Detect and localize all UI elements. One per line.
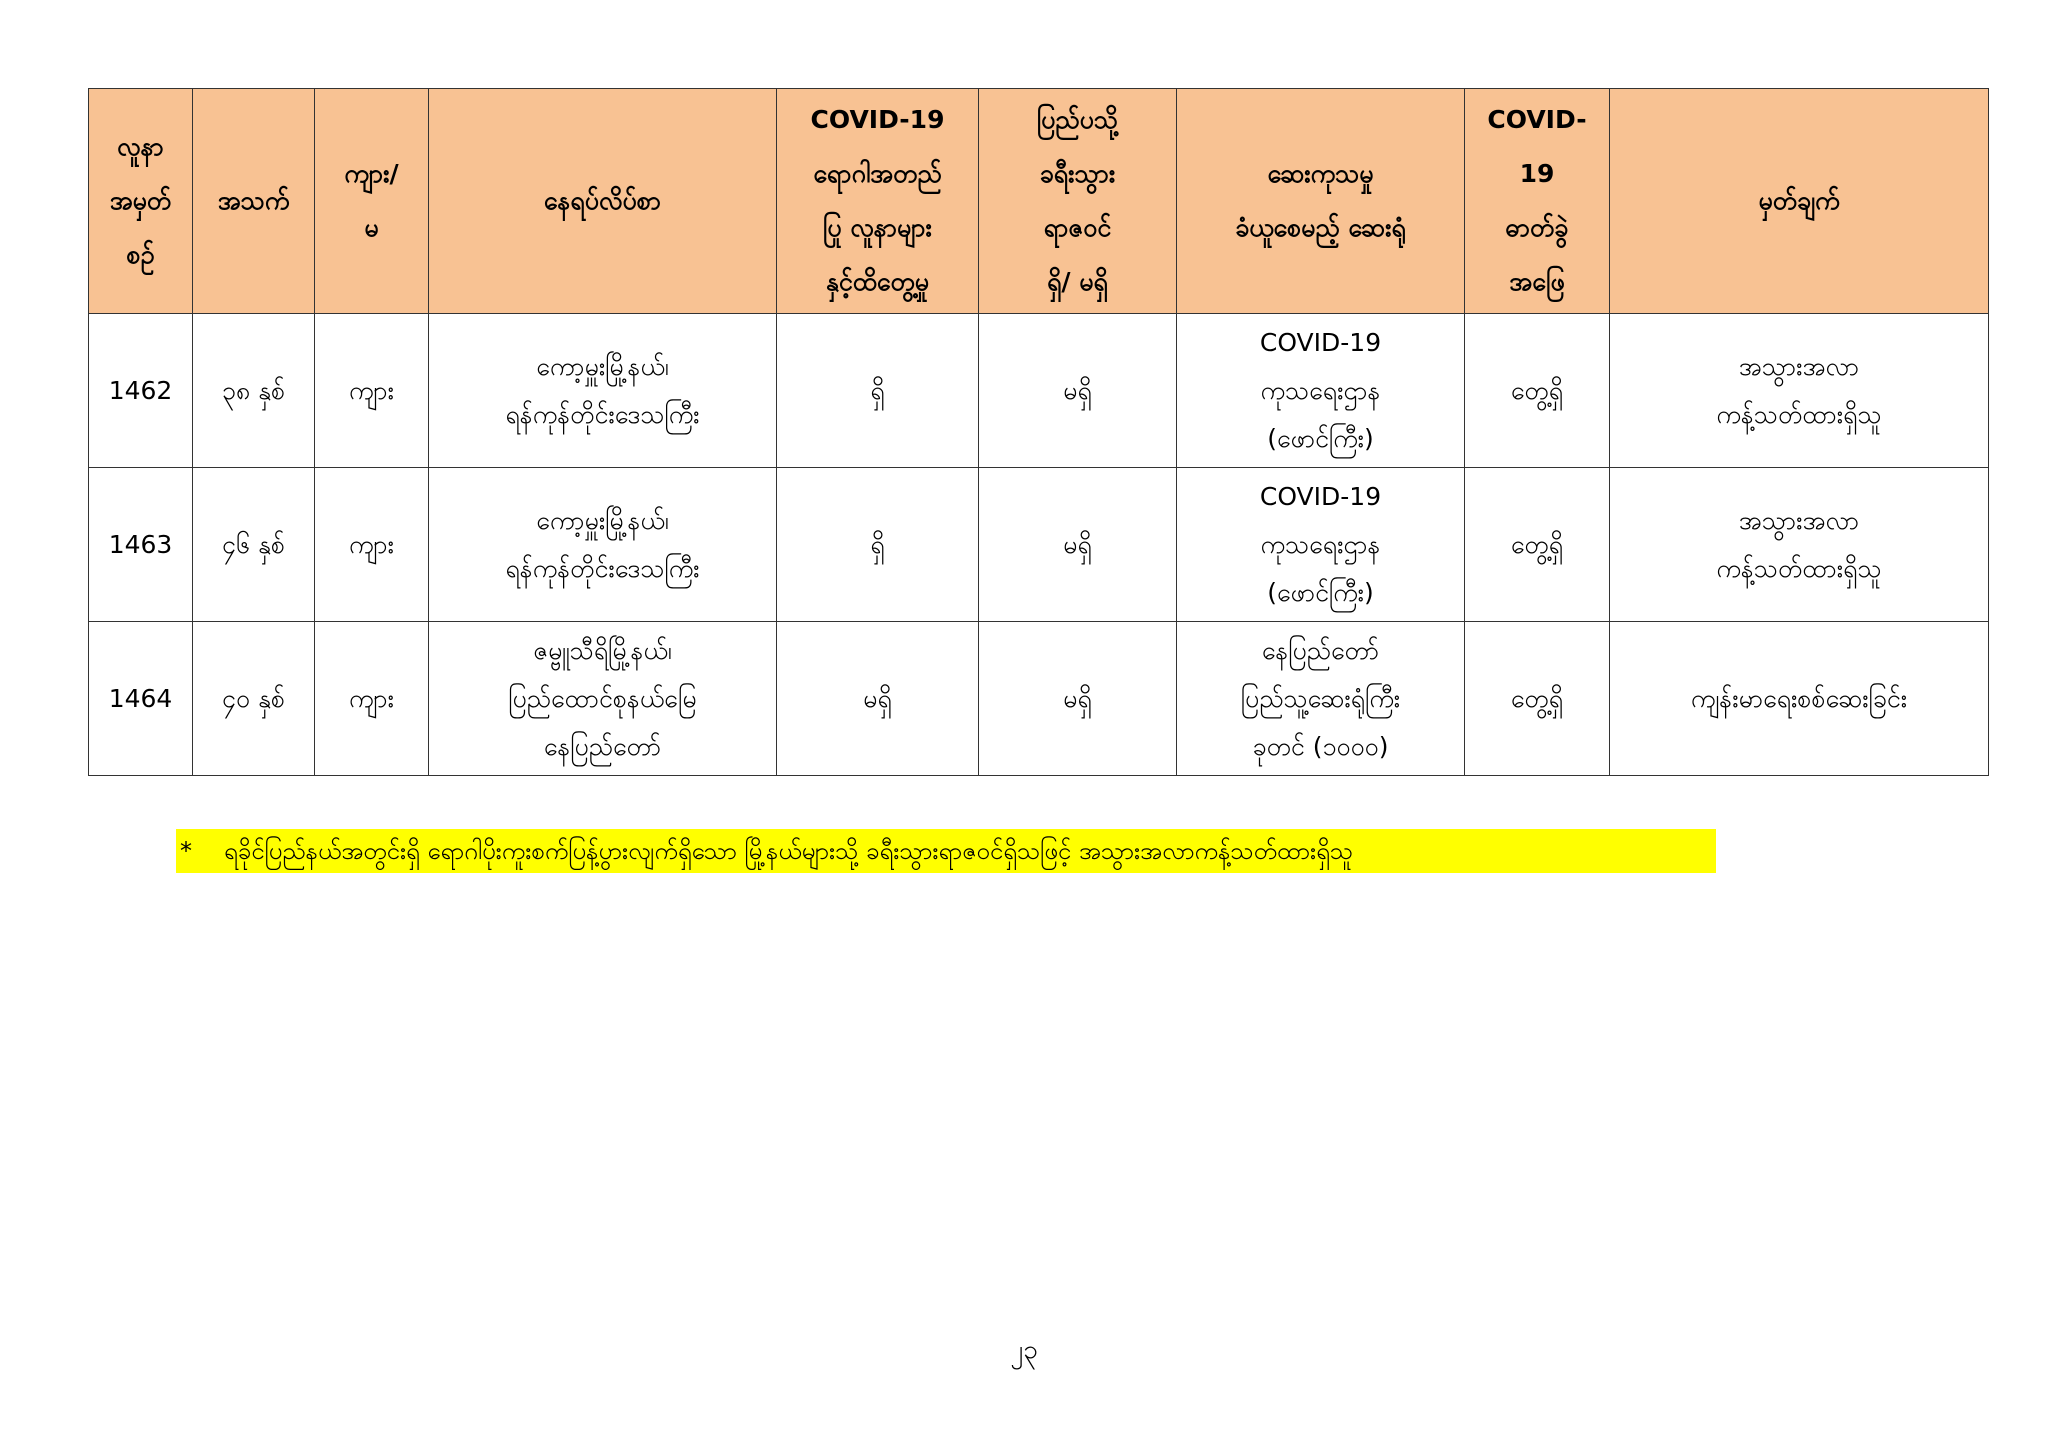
cell-remark: [1610, 468, 1989, 622]
address-line: ကော့မှူးမြို့နယ်၊: [536, 505, 669, 535]
cell-hospital: [1177, 314, 1465, 468]
header-age: [193, 89, 315, 314]
header-lab-result: [1465, 89, 1610, 314]
cell-lab-result: တွေ့ရှိ: [1465, 622, 1610, 776]
cell-hospital: [1177, 468, 1465, 622]
header-line: ခံယူစေမည့် ဆေးရုံ: [1235, 213, 1406, 242]
header-line: COVID-: [1487, 105, 1587, 134]
address-line: ရန်ကုန်တိုင်းဒေသကြီး: [505, 399, 700, 429]
header-line: အသက်: [217, 186, 290, 215]
header-sex: [315, 89, 429, 314]
header-travel: [979, 89, 1177, 314]
footnote-text: ရခိုင်ပြည်နယ်အတွင်းရှိ ရောဂါပိုးကူးစက်ပြန့်ပွားလျက်ရှိသော မြို့နယ်များသို့ ခရီးသွားရာဇဝင်ရှိသဖြင့် အသွားအလာကန့်သတ်ထားရှိသူ: [224, 837, 1354, 865]
cell-contact: ရှိ: [777, 468, 979, 622]
header-hospital: [1177, 89, 1465, 314]
header-line: မှတ်ချက်: [1758, 186, 1840, 215]
address-line: ကော့မှူးမြို့နယ်၊: [536, 351, 669, 381]
hospital-line: ကုသရေးဌာန: [1260, 529, 1381, 559]
header-line: အမှတ်: [109, 186, 172, 215]
covid-cases-table: [88, 88, 1989, 776]
cell-address: [429, 468, 777, 622]
cell-address: [429, 314, 777, 468]
cell-lab-result: တွေ့ရှိ: [1465, 314, 1610, 468]
cell-remark: [1610, 622, 1989, 776]
cell-travel: မရှိ: [979, 314, 1177, 468]
footnote-highlight: [176, 829, 1716, 873]
header-line: ပြု လူနာများ: [823, 213, 932, 242]
cell-address: [429, 622, 777, 776]
address-line: ပြည်ထောင်စုနယ်မြေ: [508, 683, 697, 713]
header-line: မ: [364, 213, 379, 242]
cell-sex: ကျား: [315, 622, 429, 776]
cell-case-number: 1464: [89, 622, 193, 776]
cell-lab-result: တွေ့ရှိ: [1465, 468, 1610, 622]
address-line: ဇမ္ဗူသီရိမြို့နယ်၊: [533, 635, 672, 665]
hospital-line: (ဖောင်ကြီး): [1267, 423, 1374, 453]
header-line: အဖြေ: [1509, 267, 1565, 296]
header-case-number: [89, 89, 193, 314]
cell-contact: မရှိ: [777, 622, 979, 776]
hospital-line: ပြည်သူ့ဆေးရုံကြီး: [1240, 683, 1401, 713]
cell-travel: မရှိ: [979, 622, 1177, 776]
header-line: ဆေးကုသမှု: [1267, 159, 1374, 188]
cell-age: ၃၈ နှစ်: [193, 314, 315, 468]
hospital-line: ခုတင် (၁၀၀၀): [1252, 731, 1389, 761]
remark-line: အသွားအလာ: [1738, 505, 1860, 535]
hospital-line: နေပြည်တော်: [1261, 635, 1380, 665]
header-line: 19: [1519, 159, 1555, 188]
header-row: [89, 89, 1989, 314]
hospital-line: COVID-19: [1259, 327, 1382, 357]
table-row: [89, 314, 1989, 468]
page-number: ၂၃: [1010, 1335, 1038, 1365]
cell-sex: ကျား: [315, 314, 429, 468]
header-line: လူနာ: [117, 132, 164, 161]
header-line: နှင့်ထိတွေ့မှု: [825, 267, 930, 296]
header-contact: [777, 89, 979, 314]
header-line: ခရီးသွား: [1039, 159, 1116, 188]
remark-line: ကန့်သတ်ထားရှိသူ: [1716, 553, 1882, 583]
header-line: ကျား/: [344, 159, 399, 188]
header-remark: [1610, 89, 1989, 314]
hospital-line: COVID-19: [1259, 481, 1382, 511]
header-line: ရှိ/ မရှိ: [1047, 267, 1108, 296]
header-line: ဓာတ်ခွဲ: [1505, 213, 1569, 242]
cell-age: ၄၀ နှစ်: [193, 622, 315, 776]
cell-sex: ကျား: [315, 468, 429, 622]
header-line: စဉ်: [126, 240, 155, 269]
cell-hospital: [1177, 622, 1465, 776]
cell-case-number: 1463: [89, 468, 193, 622]
remark-line: ကျန်းမာရေးစစ်ဆေးခြင်း: [1690, 683, 1908, 713]
cell-age: ၄၆ နှစ်: [193, 468, 315, 622]
header-line: နေရပ်လိပ်စာ: [543, 186, 662, 215]
cell-case-number: 1462: [89, 314, 193, 468]
cell-contact: ရှိ: [777, 314, 979, 468]
header-line: ရာဇဝင်: [1043, 213, 1112, 242]
remark-line: ကန့်သတ်ထားရှိသူ: [1716, 399, 1882, 429]
hospital-line: ကုသရေးဌာန: [1260, 375, 1381, 405]
table-row: [89, 622, 1989, 776]
header-line: ပြည်ပသို့: [1036, 105, 1119, 134]
address-line: နေပြည်တော်: [543, 731, 662, 761]
header-address: [429, 89, 777, 314]
header-line: ရောဂါအတည်: [813, 159, 942, 188]
footnote-marker: *: [180, 837, 192, 865]
header-line: COVID-19: [810, 105, 945, 134]
table-row: [89, 468, 1989, 622]
hospital-line: (ဖောင်ကြီး): [1267, 577, 1374, 607]
remark-line: အသွားအလာ: [1738, 351, 1860, 381]
cell-travel: မရှိ: [979, 468, 1177, 622]
cell-remark: [1610, 314, 1989, 468]
address-line: ရန်ကုန်တိုင်းဒေသကြီး: [505, 553, 700, 583]
